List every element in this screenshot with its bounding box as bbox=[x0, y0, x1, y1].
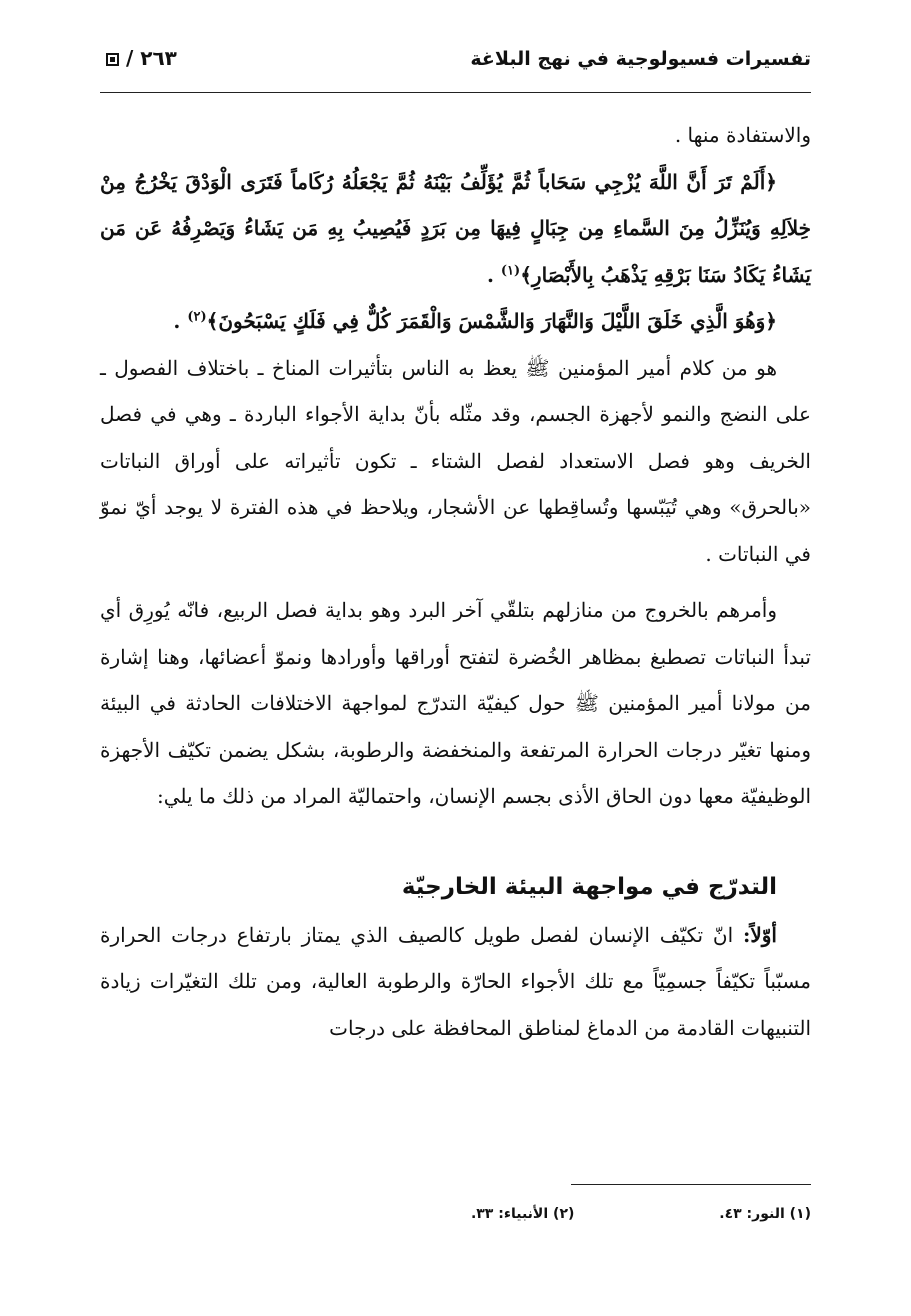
page-number-block bbox=[100, 46, 177, 70]
section-title: التدرّج في مواجهة البيئة الخارجيّة bbox=[401, 873, 777, 900]
quran-verse-2: ﴿وَهُوَ الَّذِي خَلَقَ اللَّيْلَ وَالنَّهَارَ وَالشَّمْسَ وَالْقَمَرَ كُلٌّ فِي فَلَكٍ يَسْبَحُونَ﴾$^{(٢)}$ . bbox=[173, 309, 777, 333]
body-text bbox=[100, 112, 811, 1051]
book-title: تفسيرات فسيولوجية في نهج البلاغة bbox=[470, 48, 811, 70]
paragraph-continuation: والاستفادة منها . bbox=[674, 123, 811, 147]
paragraph-1: هو من كلام أمير المؤمنين ﷺ يعظ به الناس بتأثيرات المناخ ـ باختلاف الفصول ـ على النضج والنمو لأجهزة الجسم، وقد مثّله بأنّ بداية الأجواء الباردة ـ وهي في فصل الخريف وهو فصل الاستعداد لفصل الشتاء ـ تكون تأثيراته على أوراق النباتات «بالحرق» وهي تُيَبّسها وتُساقِطها عن الأشجار، ويلاحظ في هذه الفترة لا يوجد أيّ نموّ في النباتات . bbox=[100, 355, 811, 566]
footnotes bbox=[471, 1206, 811, 1222]
quran-verse-1: ﴿أَلَمْ تَرَ أَنَّ اللَّهَ يُزْجِي سَحَاباً ثُمَّ يُؤَلِّفُ بَيْنَهُ ثُمَّ يَجْعَلُهُ رُكَاماً فَتَرَى الْوَدْقَ يَخْرُجُ مِنْ خِلاَلِهِ وَيُنَزِّلُ مِنَ السَّماءِ مِن جِبَالٍ فِيهَا مِن بَرَدٍ فَيُصِيبُ بِهِ مَن يَشَاءُ وَيَصْرِفُهُ عَن مَن يَشَاءُ يَكَادُ سَنَا بَرْقِهِ يَذْهَبُ بِالأَبْصَارِ﴾$^{(١)}$ . bbox=[100, 169, 811, 287]
point-one-lead: أوّلاً: bbox=[742, 922, 777, 947]
paragraph-2: وأمرهم بالخروج من منازلهم بتلقّي آخر البرد وهو بداية فصل الربيع، فانّه يُورِق أي تبدأ النباتات تصطبغ بمظاهر الخُضرة لتفتح أوراقها وأورادها ونموّ أعضائها، وهنا إشارة من مولانا أمير المؤمنين ﷺ حول كيفيّة التدرّج لمواجهة الاختلافات الحادثة في البيئة ومنها تغيّر درجات الحرارة المرتفعة والمنخفضة والرطوبة، بشكل يضمن تكيّف الأجهزة الوظيفيّة معها دون الحاق الأذى بجسم الإنسان، واحتماليّة المراد من ذلك ما يلي: bbox=[100, 598, 811, 808]
point-one-text: انّ تكيّف الإنسان لفصل طويل كالصيف الذي يمتاز بارتفاع درجات الحرارة مسبّباً تكيّفاً جسمِيّاً مع تلك الأجواء الحارّة والرطوبة العالية، ومن تلك التغيّرات زيادة التنبيهات القادمة من الدماغ لمناطق المحافظة على درجات bbox=[100, 922, 811, 1040]
footnote-divider bbox=[571, 1184, 811, 1185]
footnote-1: (١) النور: ٤٣. bbox=[719, 1206, 811, 1222]
page-header bbox=[100, 40, 811, 93]
square-bullet-icon bbox=[106, 53, 119, 66]
footnote-2: (٢) الأنبياء: ٣٣. bbox=[470, 1206, 575, 1222]
footnote-mark-1: (١) bbox=[500, 262, 521, 278]
page-number: ٢٦٣ / bbox=[125, 46, 177, 70]
paragraph-point-one bbox=[100, 912, 811, 1052]
footnote-mark-2: (٢) bbox=[187, 309, 207, 325]
